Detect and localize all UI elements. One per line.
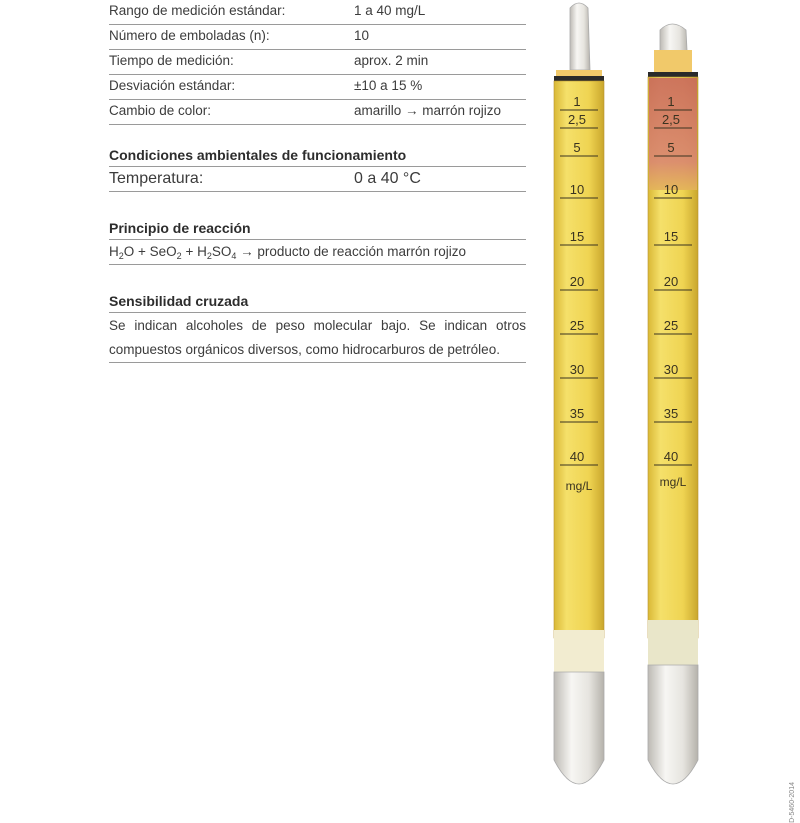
scale-label: 40 <box>663 449 679 464</box>
scale-label: 20 <box>663 274 679 289</box>
scale-label: 2,5 <box>567 112 587 127</box>
spec-value: aprox. 2 min <box>354 53 429 68</box>
sensitivity-text: Se indican alcoholes de peso molecular bajo. Se indican otros compuestos orgánicos diversos, como hidrocarburos de petróleo. <box>109 313 526 363</box>
scale-label: 30 <box>663 362 679 377</box>
spec-label: Cambio de color: <box>109 103 212 118</box>
spec-label: Desviación estándar: <box>109 78 236 93</box>
spec-label: Rango de medición estándar: <box>109 3 286 18</box>
spec-row-time <box>109 50 526 75</box>
tube-ring <box>648 72 698 77</box>
spec-value: ±10 a 15 % <box>354 78 423 93</box>
scale-label: 20 <box>569 274 585 289</box>
reaction-title: Principio de reacción <box>109 217 526 240</box>
tube-exposed <box>648 24 698 784</box>
scale-label: 1 <box>573 94 581 109</box>
spec-label: Tiempo de medición: <box>109 53 234 68</box>
scale-label: 10 <box>663 182 679 197</box>
scale-label: 40 <box>569 449 585 464</box>
scale-label: 15 <box>663 229 679 244</box>
spec-value: amarillo → marrón rojizo <box>354 103 502 118</box>
reaction-formula: $H_2O + SeO_2 + H_2SO_4$ → producto de reacción marrón rojizo <box>109 240 526 265</box>
tube-unused <box>554 3 604 784</box>
detector-tubes-illustration <box>540 0 710 800</box>
sensitivity-title: Sensibilidad cruzada <box>109 290 526 313</box>
condition-row-temperature <box>109 167 526 192</box>
image-code: D-5460-2014 <box>789 782 796 823</box>
scale-label: 1 <box>667 94 675 109</box>
scale-label: 15 <box>569 229 585 244</box>
scale-label: 35 <box>569 406 585 421</box>
spec-row-range <box>109 0 526 25</box>
scale-unit: mg/L <box>659 475 687 489</box>
conditions-title: Condiciones ambientales de funcionamiento <box>109 144 526 167</box>
conditions-section <box>109 144 526 192</box>
scale-label: 2,5 <box>661 112 681 127</box>
spec-row-color-change <box>109 100 526 125</box>
scale-label: 35 <box>663 406 679 421</box>
spec-row-strokes <box>109 25 526 50</box>
spec-row-deviation <box>109 75 526 100</box>
tube-ring <box>554 76 604 81</box>
scale-label: 25 <box>569 318 585 333</box>
scale-label: 25 <box>663 318 679 333</box>
spec-value: 10 <box>354 28 370 43</box>
condition-value: 0 a 40 °C <box>354 170 421 187</box>
sensitivity-section <box>109 290 526 363</box>
spec-table <box>109 0 526 125</box>
condition-label: Temperatura: <box>109 170 204 187</box>
scale-label: 5 <box>667 140 675 155</box>
scale-unit: mg/L <box>565 479 593 493</box>
scale-label: 10 <box>569 182 585 197</box>
spec-label: Número de emboladas (n): <box>109 28 270 43</box>
scale-label: 5 <box>573 140 581 155</box>
scale-label: 30 <box>569 362 585 377</box>
reaction-section <box>109 217 526 265</box>
spec-value: 1 a 40 mg/L <box>354 3 426 18</box>
